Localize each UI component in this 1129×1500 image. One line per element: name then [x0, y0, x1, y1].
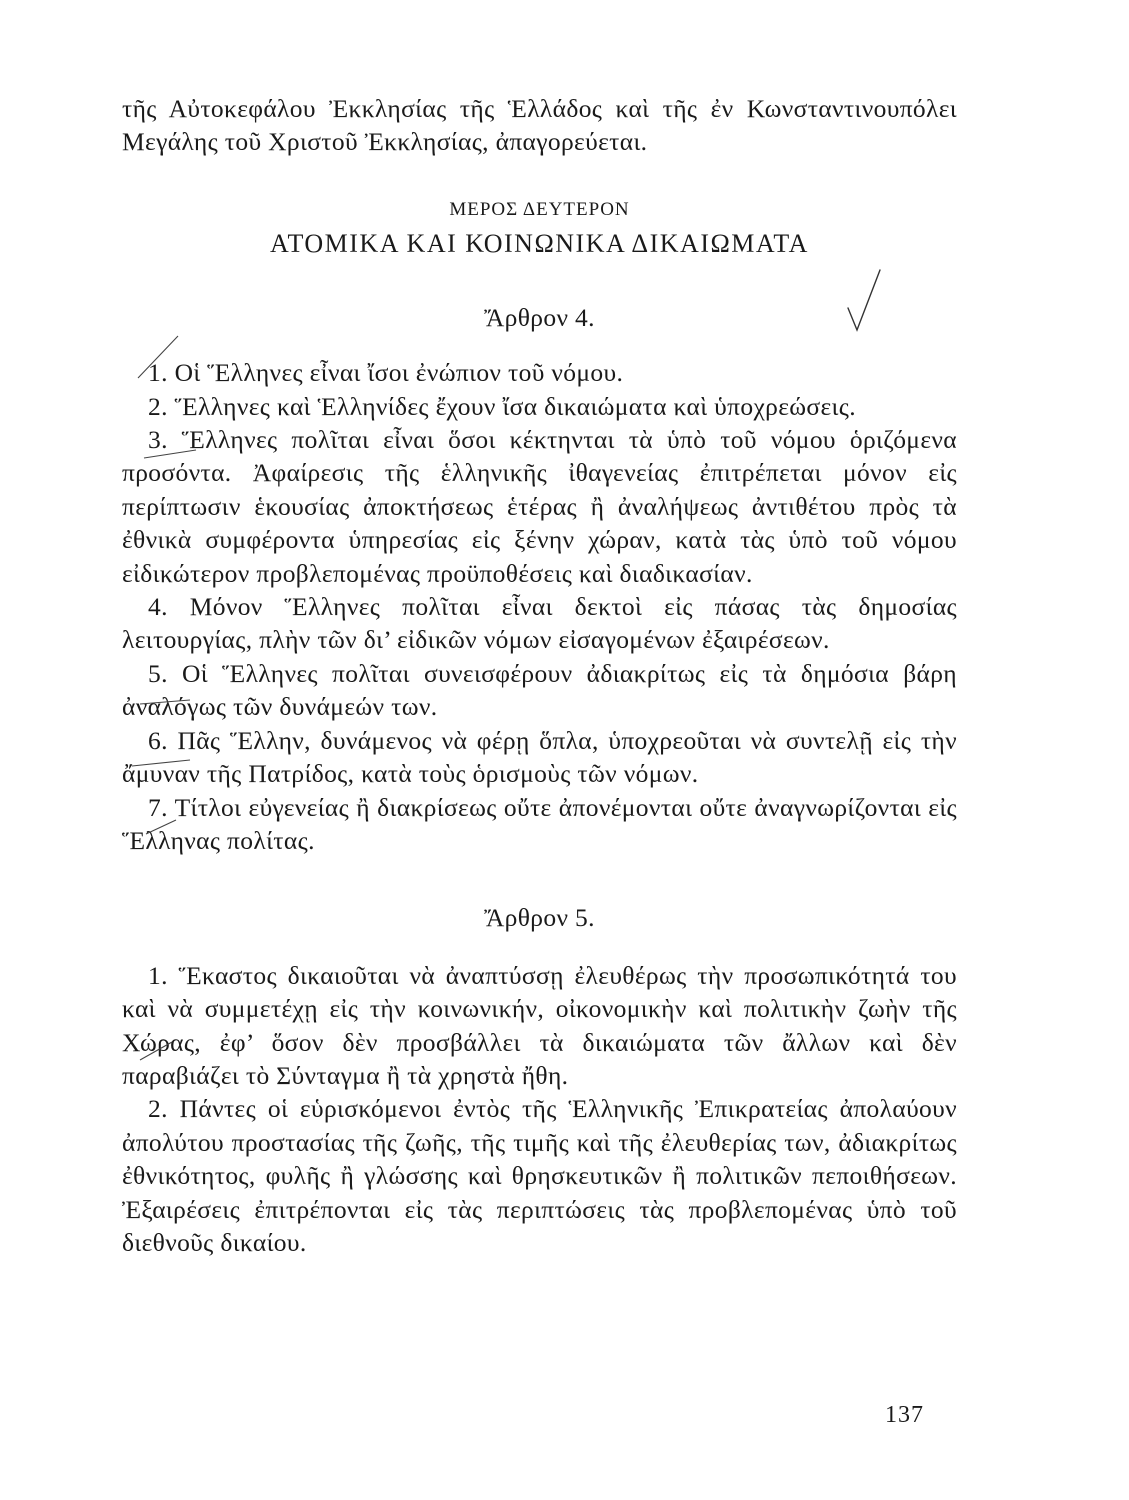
paragraph-text: Μόνον Ἕλληνες πολῖται εἶναι δεκτοὶ εἰς πάσας τὰς δημοσίας λειτουργίας, πλὴν τῶν δι’ εἰδικῶν νόμων εἰσαγομένων ἐξαιρέσεων. — [122, 592, 957, 655]
paragraph-number: 6. — [148, 725, 168, 755]
paragraph-text: Οἱ Ἕλληνες πολῖται συνεισφέρουν ἀδιακρίτως εἰς τὰ δημόσια βάρη ἀναλόγως τῶν δυνάμεών των. — [122, 658, 957, 722]
paragraph — [122, 791, 957, 858]
paragraph — [122, 1092, 957, 1259]
paragraph-text: Ἕλληνες πολῖται εἶναι ὅσοι κέκτηνται τὰ ὑπὸ τοῦ νόμου ὁριζόμενα προσόντα. Ἀφαίρεσις τῆς ἑλληνικῆς ἰθαγενείας ἐπιτρέπεται μόνον εἰς περίπτωσιν ἑκουσίας ἀποκτήσεως ἑτέρας ἢ ἀναλήψεως ἀντιθέτου πρὸς τὰ ἐθνικὰ συμφέροντα ὑπηρεσίας εἰς ξένην χώραν, κατὰ τὰς ὑπὸ τοῦ νόμου εἰδικώτερον προβλεπομένας προϋποθέσεις καὶ διαδικασίαν. — [122, 425, 957, 588]
paragraph-number: 1. — [148, 960, 168, 990]
paragraph — [122, 959, 957, 1093]
paragraph-text: Πᾶς Ἕλλην, δυνάμενος νὰ φέρῃ ὅπλα, ὑποχρεοῦται νὰ συντελῇ εἰς τὴν ἄμυναν τῆς Πατρίδος, κατὰ τοὺς ὁρισμοὺς τῶν νόμων. — [122, 725, 957, 789]
paragraph-number: 7. — [148, 792, 168, 822]
paragraph — [122, 724, 957, 791]
paragraph-number: 2. — [148, 391, 168, 421]
paragraph — [122, 657, 957, 724]
paragraph — [122, 390, 957, 423]
section-title: ΑΤΟΜΙΚΑ ΚΑΙ ΚΟΙΝΩΝΙΚΑ ΔΙΚΑΙΩΜΑΤΑ — [270, 228, 809, 258]
paragraph-text: Οἱ Ἕλληνες εἶναι ἴσοι ἐνώπιον τοῦ νόμου. — [174, 358, 624, 388]
paragraph-number: 3. — [148, 425, 168, 455]
paragraph-text: Ἕκαστος δικαιοῦται νὰ ἀναπτύσσῃ ἐλευθέρως τὴν προσωπικότητά του καὶ νὰ συμμετέχῃ εἰς τὴν κοινωνικήν, οἰκονομικὴν καὶ πολιτικὴν ζωὴν τῆς Χώρας, ἐφ’ ὅσον δὲν προσβάλλει τὰ δικαιώματα τῶν ἄλλων καὶ δὲν παραβιάζει τὸ Σύνταγμα ἢ τὰ χρηστὰ ἤθη. — [122, 960, 958, 1090]
paragraph-number: 1. — [148, 358, 168, 388]
paragraph-text: Ἕλληνες καὶ Ἑλληνίδες ἔχουν ἴσα δικαιώματα καὶ ὑποχρεώσεις. — [174, 391, 856, 421]
paragraph-text: Τίτλοι εὐγενείας ἢ διακρίσεως οὔτε ἀπονέμονται οὔτε ἀναγνωρίζονται εἰς Ἕλληνας πολίτας. — [122, 792, 957, 855]
paragraph-number: 5. — [148, 658, 168, 688]
intro-paragraph: τῆς Αὐτοκεφάλου Ἐκκλησίας τῆς Ἑλλάδος καὶ τῆς ἐν Κωνσταντινουπόλει Μεγάλης τοῦ Χριστοῦ Ἐκκλησίας, ἀπαγορεύεται. — [122, 94, 957, 157]
paragraph-number: 2. — [148, 1094, 168, 1124]
article-heading: Ἄρθρον 4. — [484, 302, 595, 332]
article-heading: Ἄρθρον 5. — [484, 903, 595, 933]
section-label: ΜΕΡΟΣ ΔΕΥΤΕΡΟΝ — [449, 198, 630, 220]
paragraph — [122, 356, 957, 389]
text-block — [122, 92, 957, 1259]
paragraph-number: 4. — [148, 592, 168, 622]
paragraph-text: Πάντες οἱ εὑρισκόμενοι ἐντὸς τῆς Ἑλληνικῆς Ἐπικρατείας ἀπολαύουν ἀπολύτου προστασίας τῆς ζωῆς, τῆς τιμῆς καὶ τῆς ἐλευθερίας των, ἀδιακρίτως ἐθνικότητος, φυλῆς ἢ γλώσσης καὶ θρησκευτικῶν ἢ πολιτικῶν πεποιθήσεων. Ἐξαιρέσεις ἐπιτρέπονται εἰς τὰς περιπτώσεις τὰς προβλεπομένας ὑπὸ τοῦ διεθνοῦς δικαίου. — [122, 1094, 958, 1257]
page-number: 137 — [885, 1402, 924, 1428]
paragraph — [122, 590, 957, 657]
paragraph — [122, 423, 957, 590]
